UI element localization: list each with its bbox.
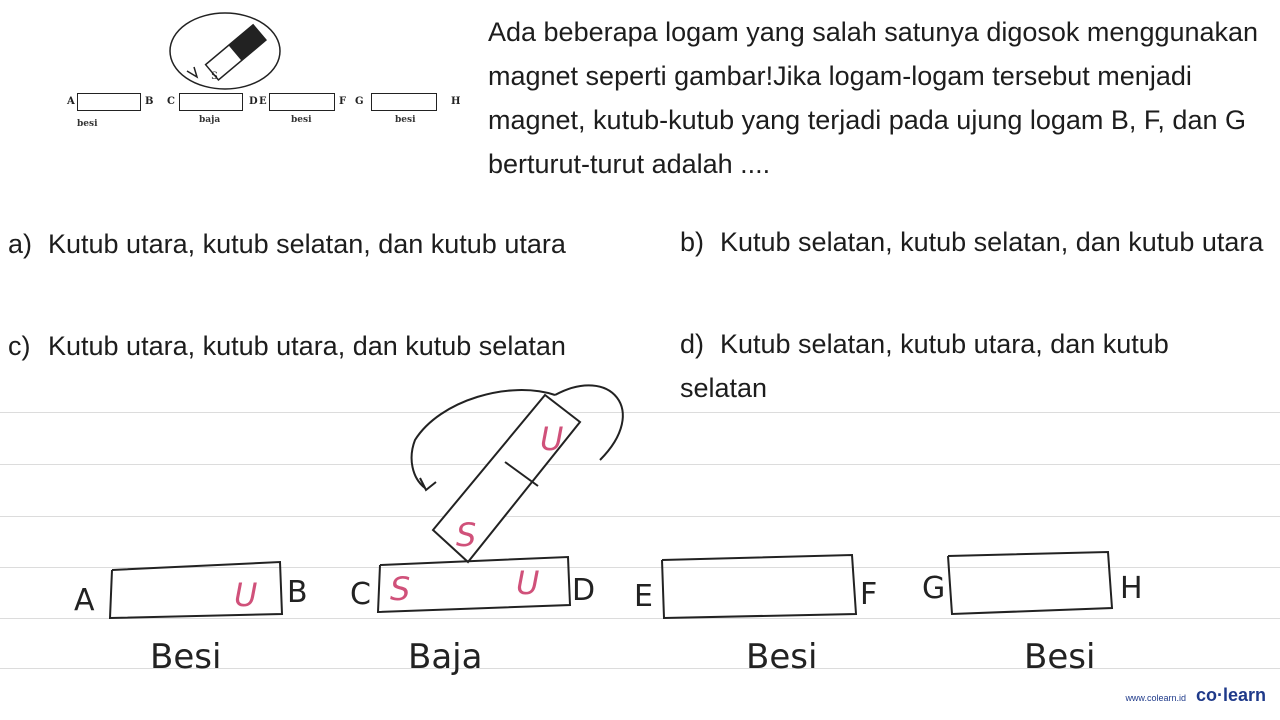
caption-bar-2: Baja xyxy=(408,637,483,677)
end-label-e: E xyxy=(634,579,653,614)
small-label-a: A xyxy=(67,96,75,107)
small-caption-4: besi xyxy=(395,115,416,125)
small-caption-1: besi xyxy=(77,119,98,129)
brand-url[interactable]: www.colearn.id xyxy=(1125,693,1186,703)
question-text: Ada beberapa logam yang salah satunya digosok menggunakan magnet seperti gambar!Jika logam-logam tersebut menjadi magnet, kutub-kutub yang terjadi pada ujung logam B, F, dan G berturut-turut adalah .... xyxy=(488,17,1259,179)
small-magnet-pole: S xyxy=(211,71,218,82)
option-a-letter: a) xyxy=(8,229,33,259)
end-label-b: B xyxy=(287,575,308,610)
end-label-f: F xyxy=(860,577,878,612)
small-label-f: F xyxy=(339,96,347,107)
small-label-c: C xyxy=(167,96,175,107)
end-label-g: G xyxy=(922,571,946,606)
end-label-c: C xyxy=(350,577,371,612)
small-label-d: D xyxy=(249,96,258,107)
option-d-letter: d) xyxy=(680,329,705,359)
end-label-a: A xyxy=(74,583,95,618)
pole-bar1-right: U xyxy=(234,576,258,614)
small-label-h: H xyxy=(451,96,461,107)
small-caption-3: besi xyxy=(291,115,312,125)
option-b-letter: b) xyxy=(680,227,705,257)
bar-3 xyxy=(662,555,856,618)
small-label-g: G xyxy=(355,96,364,107)
option-c-letter: c) xyxy=(8,331,31,361)
brand-logo: co·learn xyxy=(1195,685,1266,705)
pole-bar2-left: S xyxy=(390,570,411,608)
pole-magnet-bottom: S xyxy=(456,516,477,554)
option-c-text: Kutub utara, kutub utara, dan kutub selatan xyxy=(48,331,566,361)
end-label-h: H xyxy=(1120,571,1143,606)
small-label-b: B xyxy=(145,96,154,107)
brand xyxy=(1125,685,1266,706)
option-b-text: Kutub selatan, kutub selatan, dan kutub utara xyxy=(720,227,1264,257)
option-a-text: Kutub utara, kutub selatan, dan kutub utara xyxy=(48,229,566,259)
caption-bar-3: Besi xyxy=(746,637,818,677)
small-label-e: E xyxy=(259,96,267,107)
pole-bar2-right: U xyxy=(516,564,540,602)
bar-4 xyxy=(948,552,1112,614)
caption-bar-4: Besi xyxy=(1024,637,1096,677)
option-d-text: Kutub selatan, kutub utara, dan kutub selatan xyxy=(680,329,1169,403)
caption-bar-1: Besi xyxy=(150,637,222,677)
arrow-head xyxy=(420,478,436,490)
end-label-d: D xyxy=(572,573,596,608)
pole-magnet-top: U xyxy=(540,420,564,458)
small-caption-2: baja xyxy=(199,115,221,125)
